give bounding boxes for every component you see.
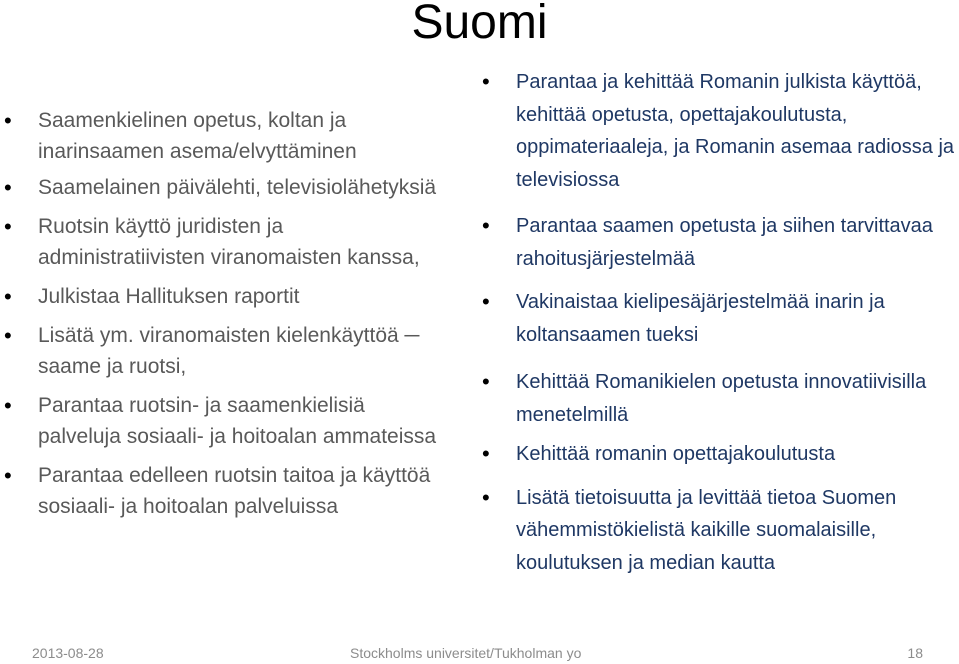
right-bullet-item: • Vakinaistaa kielipesäjärjestelmää inarin ja koltansaamen tueksi <box>478 286 958 351</box>
left-bullet-item: • Lisätä ym. viranomaisten kielenkäyttöä ─ saame ja ruotsi, <box>0 320 450 382</box>
right-bullet-item: • Kehittää romanin opettajakoulutusta <box>478 438 958 471</box>
slide-title: Suomi <box>411 0 548 49</box>
footer-institution: Stockholms universitet/Tukholman yo <box>350 645 582 661</box>
left-bullet-item: • Saamelainen päivälehti, televisiolähetyksiä <box>0 172 450 203</box>
left-bullet-item: • Saamenkielinen opetus, koltan ja inarinsaamen asema/elvyttäminen <box>0 105 450 167</box>
left-bullet-item: • Julkistaa Hallituksen raportit <box>0 281 450 312</box>
footer-date: 2013-08-28 <box>32 645 104 661</box>
left-bullet-item: • Ruotsin käyttö juridisten ja administratiivisten viranomaisten kanssa, <box>0 211 450 273</box>
left-bullet-list <box>0 105 450 530</box>
left-bullet-item: • Parantaa ruotsin- ja saamenkielisiä palveluja sosiaali- ja hoitoalan ammateissa <box>0 390 450 452</box>
page-number: 18 <box>907 645 923 661</box>
right-bullet-item: • Lisätä tietoisuutta ja levittää tietoa Suomen vähemmistökielistä kaikille suomalaisille, koulutuksen ja median kautta <box>478 482 958 580</box>
right-bullet-item: • Parantaa saamen opetusta ja siihen tarvittavaa rahoitusjärjestelmää <box>478 210 958 275</box>
right-bullet-item: • Parantaa ja kehittää Romanin julkista käyttöä, kehittää opetusta, opettajakoulutusta, oppimateriaaleja, ja Romanin asemaa radiossa ja televisiossa <box>478 66 958 196</box>
right-bullet-list <box>478 66 958 590</box>
right-bullet-item: • Kehittää Romanikielen opetusta innovatiivisilla menetelmillä <box>478 366 958 431</box>
left-bullet-item: • Parantaa edelleen ruotsin taitoa ja käyttöä sosiaali- ja hoitoalan palveluissa <box>0 460 450 522</box>
